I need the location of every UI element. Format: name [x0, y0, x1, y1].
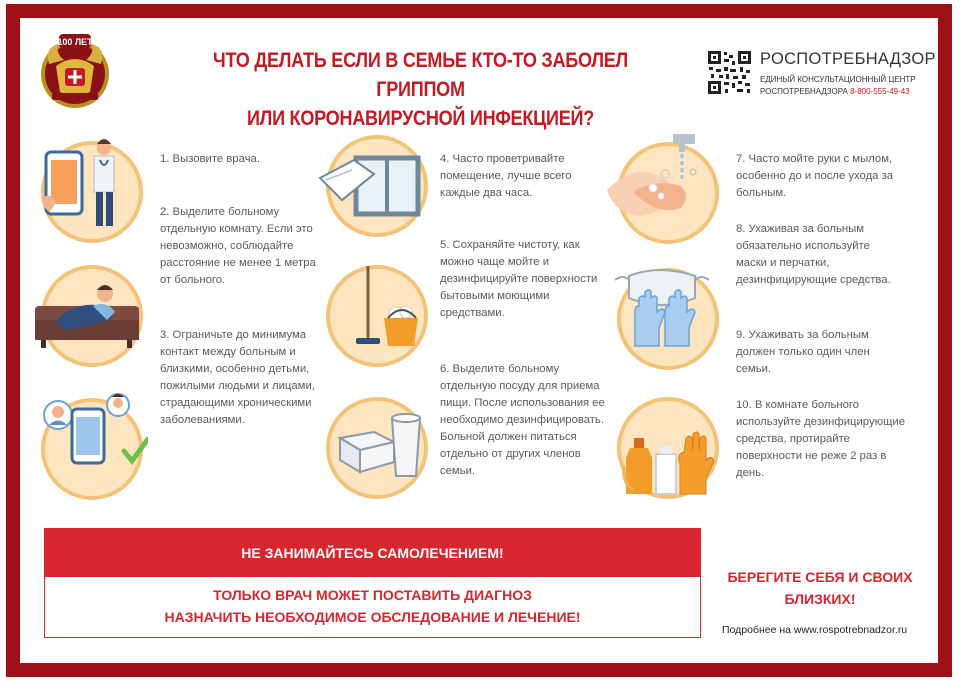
step-10-text: 10. В комнате больного используйте дезинфицирующие средства, протирайте поверхности не реже 2 раз в день. — [736, 399, 905, 479]
page-title — [186, 46, 655, 133]
self-treatment-warning — [44, 528, 701, 638]
warning-line-1: ТОЛЬКО ВРАЧ МОЖЕТ ПОСТАВИТЬ ДИАГНОЗ — [213, 587, 532, 603]
washing-hands-icon — [603, 130, 713, 225]
step-6-text: 6. Выделите больному отдельную посуду для приема пищи. После использования ее необходимо дезинфицировать. Больной должен питаться отдельно от других членов семьи. — [440, 363, 605, 477]
warning-headline: НЕ ЗАНИМАЙТЕСЬ САМОЛЕЧЕНИЕМ! — [45, 529, 700, 577]
step-9-text: 9. Ухаживать за больным должен только один член семьи. — [736, 329, 870, 375]
step-3-text: 3. Ограничьте до минимума контакт между больным и близкими, особенно детьми, пожилыми людьми и лицами, страдающими хроническими заболеваниями. — [160, 329, 315, 426]
step-7-text: 7. Часто мойте руки с мылом, особенно до и после ухода за больным. — [736, 153, 894, 199]
step-1-text: 1. Вызовите врача. — [160, 153, 260, 165]
rospotrebnadzor-emblem-icon — [34, 30, 116, 112]
org-name: РОСПОТРЕБНАДЗОР — [760, 50, 936, 68]
dishes-icon — [336, 408, 436, 483]
doctor-phone-icon — [38, 134, 138, 229]
org-subtitle-2 — [760, 87, 910, 96]
qr-code-icon — [707, 50, 752, 95]
org-subtitle-1: ЕДИНЫЙ КОНСУЛЬТАЦИОННЫЙ ЦЕНТР — [760, 75, 916, 84]
video-call-icon — [38, 393, 148, 473]
care-slogan-line-2: БЛИЗКИХ! — [784, 591, 856, 607]
open-window-icon — [318, 150, 428, 220]
website-link[interactable]: Подробнее на www.rospotrebnadzor.ru — [722, 624, 908, 636]
hotline-phone[interactable]: 8-800-555-49-43 — [850, 87, 910, 96]
title-line-2: ИЛИ КОРОНАВИРУСНОЙ ИНФЕКЦИЕЙ? — [246, 107, 595, 130]
mop-bucket-icon — [346, 262, 426, 357]
org-subtitle-2-text: РОСПОТРЕБНАДЗОРА — [760, 87, 848, 96]
emblem-text: 100 ЛЕТ — [57, 37, 93, 47]
step-4-text: 4. Часто проветривайте помещение, лучше всего каждые два часа. — [440, 153, 572, 199]
care-slogan-line-1: БЕРЕГИТЕ СЕБЯ И СВОИХ — [727, 569, 913, 585]
sick-person-sofa-icon — [33, 282, 143, 352]
step-2-text: 2. Выделите больному отдельную комнату. Если это невозможно, соблюдайте расстояние не менее 1 метра от больного. — [160, 206, 316, 286]
title-line-1: ЧТО ДЕЛАТЬ ЕСЛИ В СЕМЬЕ КТО-ТО ЗАБОЛЕЛ ГРИППОМ — [213, 49, 628, 101]
step-5-text: 5. Сохраняйте чистоту, как можно чаще мойте и дезинфицируйте поверхности бытовыми моющими средствами. — [440, 239, 598, 319]
warning-line-2: НАЗНАЧИТЬ НЕОБХОДИМОЕ ОБСЛЕДОВАНИЕ И ЛЕЧЕНИЕ! — [164, 609, 581, 625]
disinfectant-icon — [622, 418, 722, 498]
step-8-text: 8. Ухаживая за больным обязательно используйте маски и перчатки, дезинфицирующие средства. — [736, 223, 891, 286]
mask-gloves-icon — [609, 264, 719, 354]
